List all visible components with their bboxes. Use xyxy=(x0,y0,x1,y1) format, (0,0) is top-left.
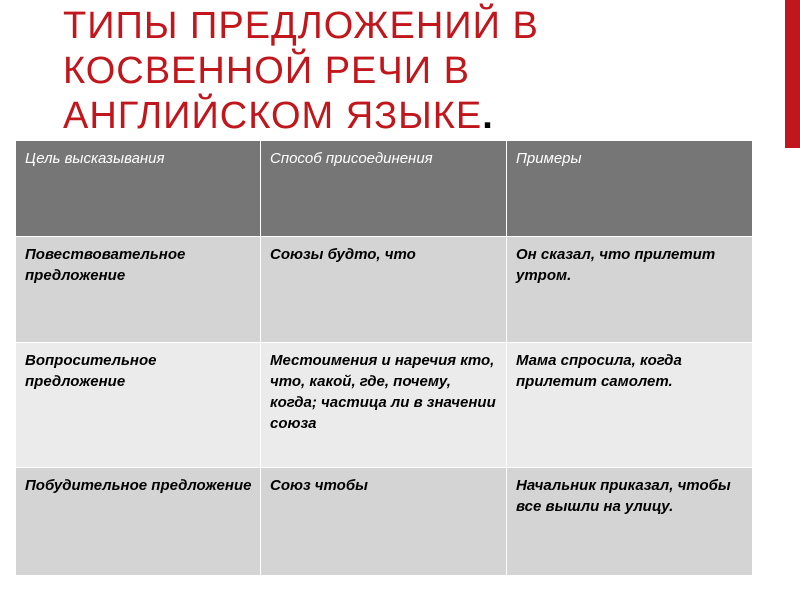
title-period: . xyxy=(482,95,494,137)
header-method: Способ присоединения xyxy=(261,141,507,237)
header-examples: Примеры xyxy=(507,141,753,237)
header-purpose: Цель высказывания xyxy=(16,141,261,237)
cell-method: Местоимения и наречия кто, что, какой, где, почему, когда; частица ли в значении союза xyxy=(261,343,507,468)
title-line-2: КОСВЕННОЙ РЕЧИ В xyxy=(63,50,470,92)
cell-method: Союзы будто, что xyxy=(261,237,507,343)
table-row xyxy=(16,343,753,468)
title-line-1: ТИПЫ ПРЕДЛОЖЕНИЙ В xyxy=(63,5,539,47)
cell-example: Мама спросила, когда прилетит самолет. xyxy=(507,343,753,468)
accent-bar xyxy=(785,0,800,148)
table-header-row xyxy=(16,141,753,237)
title-line-3 xyxy=(63,94,763,139)
title-line-3-text: АНГЛИЙСКОМ ЯЗЫКЕ xyxy=(63,95,483,137)
cell-purpose: Повествовательное предложение xyxy=(16,237,261,343)
table-row xyxy=(16,468,753,576)
cell-purpose: Побудительное предложение xyxy=(16,468,261,576)
sentence-types-table xyxy=(15,140,753,576)
slide-title xyxy=(63,4,763,139)
table-row xyxy=(16,237,753,343)
cell-example: Он сказал, что прилетит утром. xyxy=(507,237,753,343)
cell-purpose: Вопросительное предложение xyxy=(16,343,261,468)
cell-example: Начальник приказал, чтобы все вышли на улицу. xyxy=(507,468,753,576)
cell-method: Союз чтобы xyxy=(261,468,507,576)
